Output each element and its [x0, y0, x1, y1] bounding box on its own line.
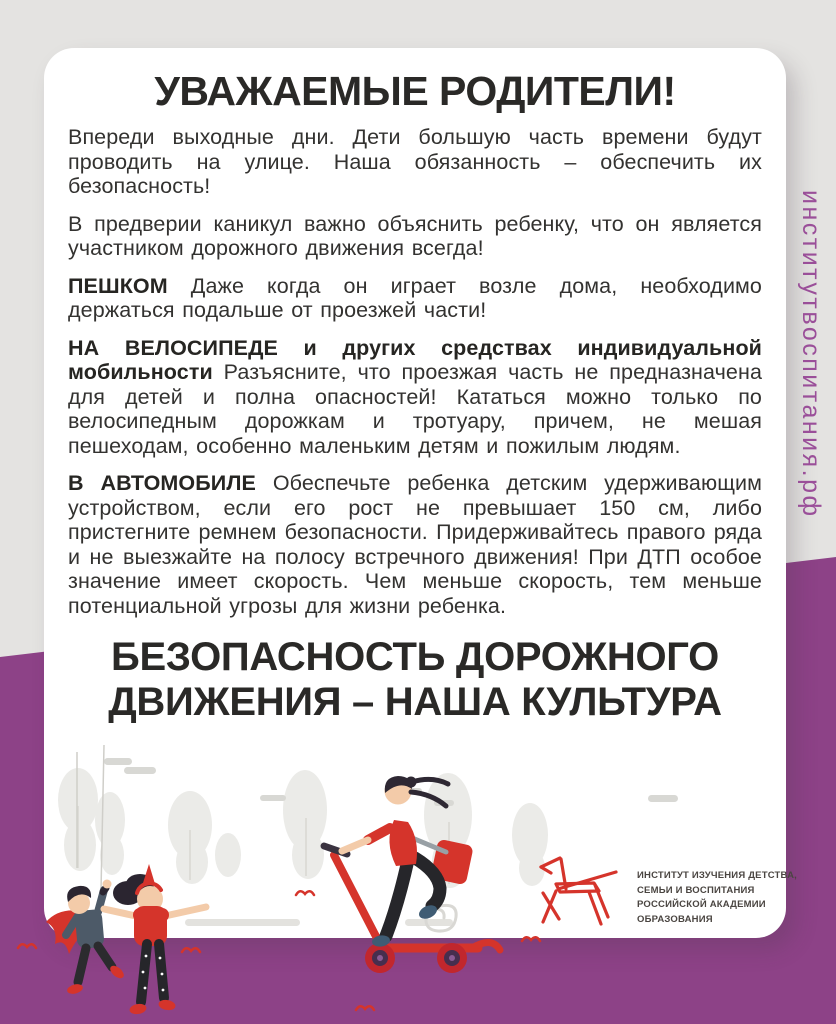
slogan-line-1: БЕЗОПАСНОСТЬ ДОРОЖНОГО — [111, 635, 719, 680]
paragraph-holidays: В предверии каникул важно объяснить ребенку, что он является участником дорожного движения всегда! — [68, 211, 762, 261]
lead-bicycle: НА ВЕЛОСИПЕДЕ и других средствах индивидуальной мобильности — [68, 335, 762, 385]
slogan — [68, 635, 762, 725]
slogan-line-2: ДВИЖЕНИЯ – НАША КУЛЬТУРА — [108, 680, 722, 725]
paragraph-car: В АВТОМОБИЛЕ Обеспечьте ребенка детским удерживающим устройством, если его рост не превышает 150 см, либо пристегните ремнем безопасности. Придерживайтесь правого ряда и не выезжайте на полосу встречного движения! При ДТП особое значение имеет скорость. Чем меньше скорость, тем меньше потенциальной угрозы для жизни ребенка. — [68, 471, 762, 618]
paragraph-intro: Впереди выходные дни. Дети большую часть времени будут проводить на улице. Наша обязанность – обеспечить их безопасность! — [68, 125, 762, 199]
content-card — [44, 48, 786, 938]
institute-line: ОБРАЗОВАНИЯ — [637, 914, 713, 926]
institute-caption — [637, 869, 797, 928]
site-url-vertical-text: институтвоспитания.рф — [797, 190, 825, 519]
institute-line: СЕМЬИ И ВОСПИТАНИЯ — [637, 884, 755, 896]
page-title: УВАЖАЕМЫЕ РОДИТЕЛИ! — [154, 68, 676, 114]
body-copy — [68, 125, 762, 618]
paragraph-bicycle: НА ВЕЛОСИПЕДЕ и других средствах индивидуальной мобильности Разъясните, что проезжая часть не предназначена для детей и полна опасностей! Кататься можно только по велосипедным дорожкам и тротуару, причем, не мешая пешеходам, особенно маленьким детям и пожилым людям. — [68, 335, 763, 458]
institute-line: ИНСТИТУТ ИЗУЧЕНИЯ ДЕТСТВА, — [637, 870, 798, 881]
lead-on-foot: ПЕШКОМ — [68, 273, 168, 298]
lead-car: В АВТОМОБИЛЕ — [68, 471, 256, 496]
paragraph-on-foot: ПЕШКОМ Даже когда он играет возле дома, необходимо держаться подальше от проезжей части! — [68, 273, 762, 323]
institute-line: РОССИЙСКОЙ АКАДЕМИИ — [637, 899, 766, 911]
